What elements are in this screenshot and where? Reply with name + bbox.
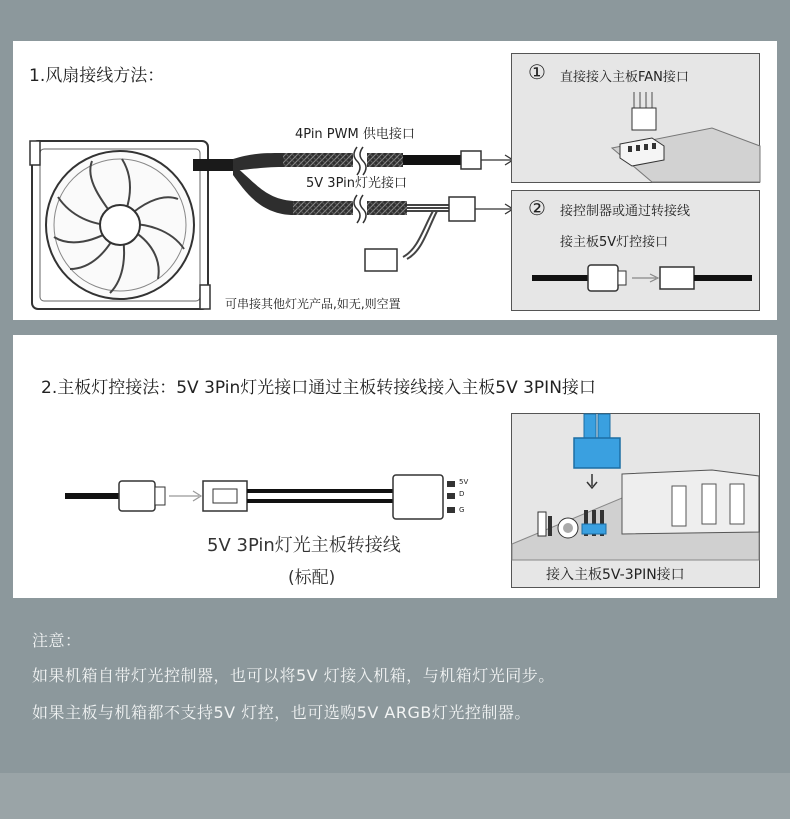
arrow-to-option1	[483, 155, 513, 167]
daisy-chain-note: 可串接其他灯光产品,如无,则空置	[225, 297, 401, 311]
notes-line2: 如果主板与机箱都不支持5V 灯控，也可选购5V ARGB灯光控制器。	[32, 703, 531, 722]
motherboard-header-caption: 接入主板5V-3PIN接口	[546, 567, 685, 583]
controller-connector-illustration	[532, 257, 752, 301]
notes-line1: 如果机箱自带灯光控制器，也可以将5V 灯接入机箱，与机箱灯光同步。	[32, 666, 555, 685]
pin-label-g: G	[459, 506, 465, 514]
rgb-connector-label: 5V 3Pin灯光接口	[306, 176, 407, 191]
section2-title: 2.主板灯控接法：5V 3Pin灯光接口通过主板转接线接入主板5V 3PIN接口	[41, 378, 596, 398]
notes-heading: 注意：	[32, 631, 82, 650]
option2-number: ②	[528, 196, 546, 220]
adapter-cable-label: 5V 3Pin灯光主板转接线	[207, 535, 401, 556]
option2-line2: 接主板5V灯控接口	[560, 235, 669, 250]
fan-illustration	[30, 139, 210, 311]
fan-cables	[193, 139, 523, 269]
section1-title: 1.风扇接线方法：	[29, 66, 165, 86]
bottom-bar	[0, 773, 790, 819]
motherboard-header-box	[511, 413, 760, 588]
option2-box	[511, 190, 760, 311]
option1-number: ①	[528, 60, 546, 84]
adapter-cable-note: (标配)	[288, 568, 336, 588]
motherboard-fan-header-illustration	[612, 88, 760, 182]
fan-wiring-panel	[13, 41, 777, 320]
motherboard-5v-header-illustration	[512, 414, 759, 560]
pin-label-5v: 5V	[459, 478, 469, 486]
option2-line1: 接控制器或通过转接线	[560, 204, 691, 219]
pin-label-d: D	[459, 490, 465, 498]
option1-text: 直接接入主板FAN接口	[560, 70, 689, 85]
adapter-cable-illustration	[65, 469, 475, 523]
option1-box	[511, 53, 760, 183]
motherboard-rgb-panel	[13, 335, 777, 598]
pwm-connector-label: 4Pin PWM 供电接口	[295, 127, 415, 142]
